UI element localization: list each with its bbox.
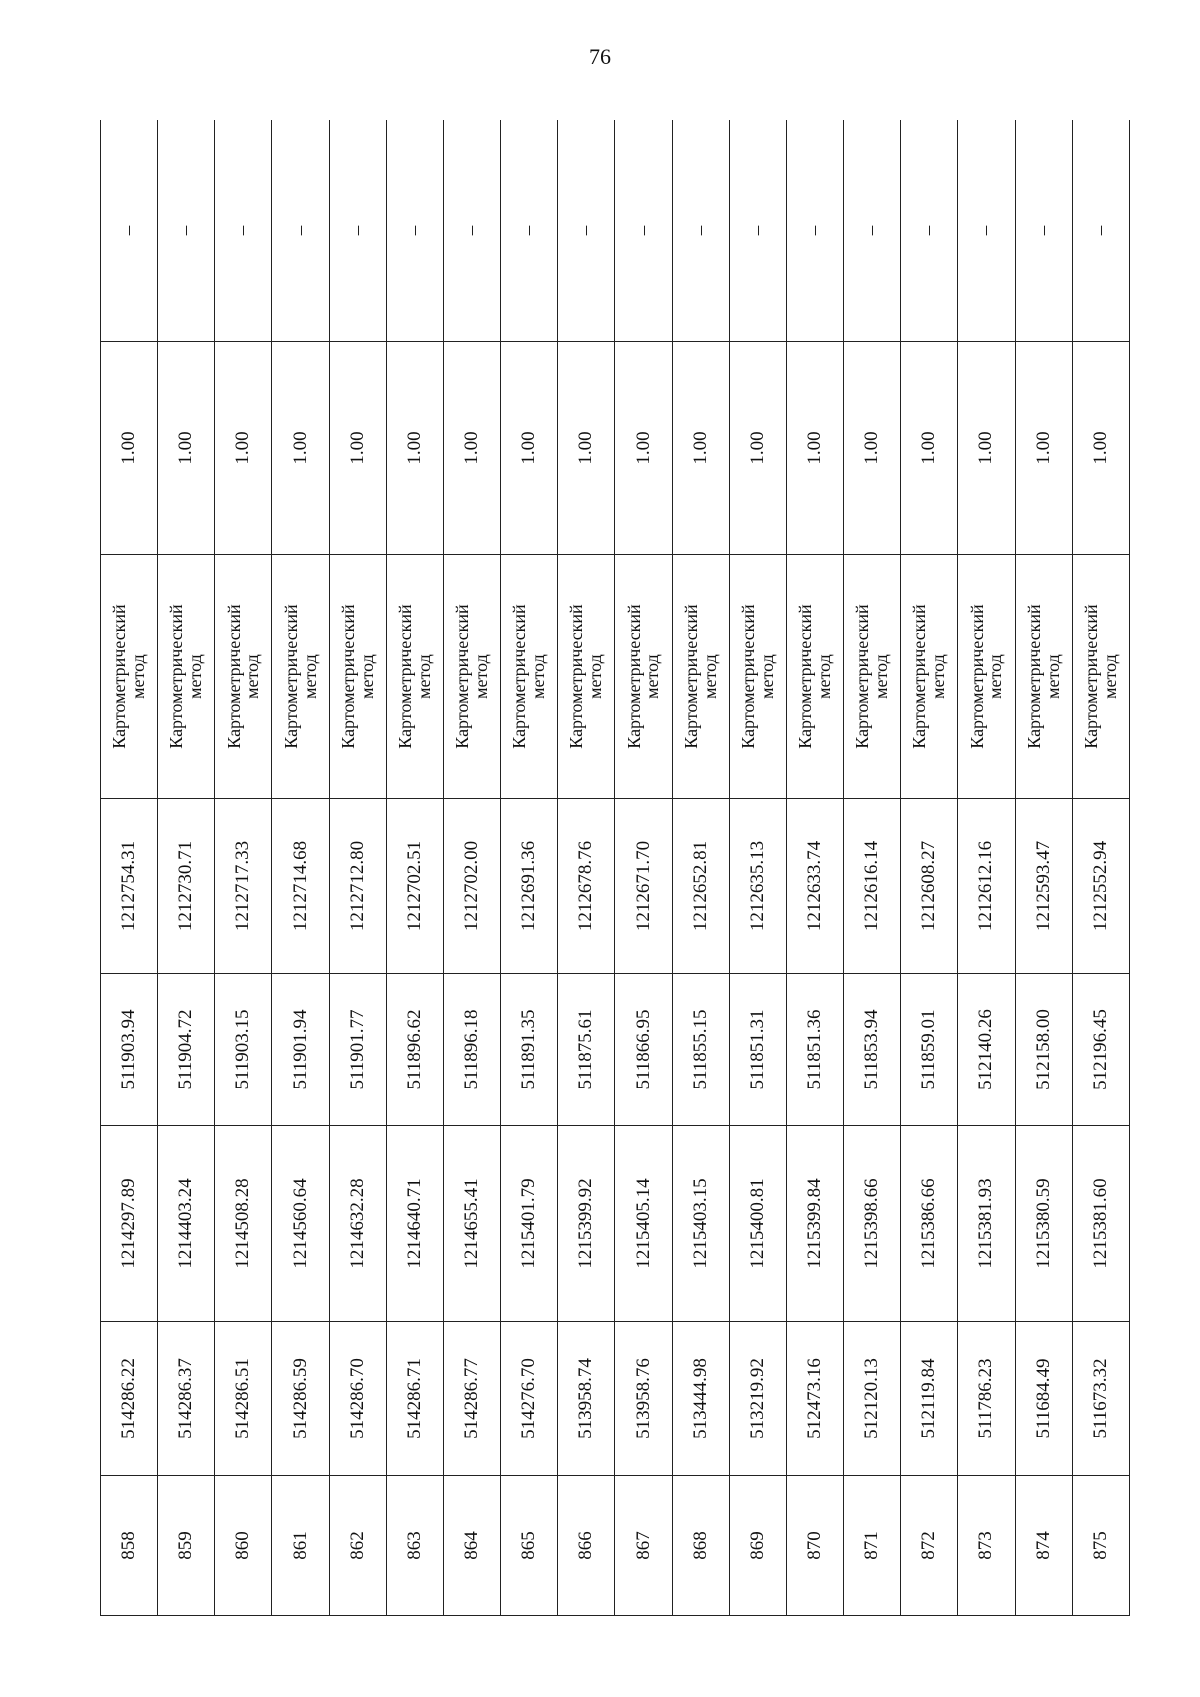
method-line-2: метод [756, 654, 777, 699]
table-row [101, 120, 158, 1616]
note-cell: – [901, 120, 958, 342]
point-number-cell: 864 [443, 1476, 500, 1616]
coordinates-table [100, 120, 1130, 1616]
x2-coordinate-cell: 512158.00 [1015, 974, 1072, 1126]
method-line-2: метод [871, 654, 892, 699]
point-number-cell: 863 [386, 1476, 443, 1616]
accuracy-cell: 1.00 [215, 342, 272, 555]
table-row [443, 120, 500, 1616]
y1-coordinate-cell: 1215381.93 [958, 1126, 1015, 1322]
point-number-cell: 875 [1072, 1476, 1129, 1616]
x1-coordinate-cell: 514286.22 [101, 1322, 158, 1476]
note-cell: – [1072, 120, 1129, 342]
x1-coordinate-cell: 514286.51 [215, 1322, 272, 1476]
method-line-2: метод [356, 654, 377, 699]
accuracy-cell: 1.00 [158, 342, 215, 555]
y2-coordinate-cell: 1212754.31 [101, 799, 158, 974]
y2-coordinate-cell: 1212730.71 [158, 799, 215, 974]
x1-coordinate-cell: 512119.84 [901, 1322, 958, 1476]
y2-coordinate-cell: 1212652.81 [672, 799, 729, 974]
method-cell [1015, 555, 1072, 799]
point-number-cell: 870 [786, 1476, 843, 1616]
accuracy-cell: 1.00 [386, 342, 443, 555]
table-row [844, 120, 901, 1616]
x1-coordinate-cell: 513958.74 [558, 1322, 615, 1476]
point-number-cell: 867 [615, 1476, 672, 1616]
method-cell [958, 555, 1015, 799]
method-line-1: Картометрический [623, 604, 644, 749]
x2-coordinate-cell: 511855.15 [672, 974, 729, 1126]
method-line-2: метод [528, 654, 549, 699]
method-line-2: метод [585, 654, 606, 699]
note-cell: – [558, 120, 615, 342]
method-line-1: Картометрический [337, 604, 358, 749]
point-number-cell: 871 [844, 1476, 901, 1616]
method-cell [158, 555, 215, 799]
method-line-2: метод [642, 654, 663, 699]
y1-coordinate-cell: 1215386.66 [901, 1126, 958, 1322]
method-line-2: метод [928, 654, 949, 699]
y2-coordinate-cell: 1212691.36 [501, 799, 558, 974]
point-number-cell: 865 [501, 1476, 558, 1616]
y1-coordinate-cell: 1214297.89 [101, 1126, 158, 1322]
method-line-2: метод [813, 654, 834, 699]
method-line-1: Картометрический [509, 604, 530, 749]
table-row [386, 120, 443, 1616]
y2-coordinate-cell: 1212635.13 [729, 799, 786, 974]
y1-coordinate-cell: 1214632.28 [329, 1126, 386, 1322]
y2-coordinate-cell: 1212608.27 [901, 799, 958, 974]
method-line-1: Картометрический [852, 604, 873, 749]
y1-coordinate-cell: 1215380.59 [1015, 1126, 1072, 1322]
y1-coordinate-cell: 1215399.92 [558, 1126, 615, 1322]
method-cell [501, 555, 558, 799]
method-cell [558, 555, 615, 799]
method-line-1: Картометрический [795, 604, 816, 749]
x2-coordinate-cell: 511901.94 [272, 974, 329, 1126]
method-line-1: Картометрический [394, 604, 415, 749]
method-line-1: Картометрический [109, 604, 130, 749]
y2-coordinate-cell: 1212702.51 [386, 799, 443, 974]
y2-coordinate-cell: 1212712.80 [329, 799, 386, 974]
y2-coordinate-cell: 1212714.68 [272, 799, 329, 974]
table-row [615, 120, 672, 1616]
x1-coordinate-cell: 513958.76 [615, 1322, 672, 1476]
table-row [158, 120, 215, 1616]
accuracy-cell: 1.00 [329, 342, 386, 555]
note-cell: – [844, 120, 901, 342]
point-number-cell: 872 [901, 1476, 958, 1616]
accuracy-cell: 1.00 [786, 342, 843, 555]
x2-coordinate-cell: 512196.45 [1072, 974, 1129, 1126]
y1-coordinate-cell: 1214508.28 [215, 1126, 272, 1322]
point-number-cell: 869 [729, 1476, 786, 1616]
y1-coordinate-cell: 1215401.79 [501, 1126, 558, 1322]
y2-coordinate-cell: 1212678.76 [558, 799, 615, 974]
note-cell: – [672, 120, 729, 342]
x1-coordinate-cell: 514286.71 [386, 1322, 443, 1476]
table-row [786, 120, 843, 1616]
accuracy-cell: 1.00 [443, 342, 500, 555]
method-cell [1072, 555, 1129, 799]
x2-coordinate-cell: 511896.62 [386, 974, 443, 1126]
method-line-2: метод [699, 654, 720, 699]
method-cell [215, 555, 272, 799]
method-line-1: Картометрический [680, 604, 701, 749]
x2-coordinate-cell: 511853.94 [844, 974, 901, 1126]
y2-coordinate-cell: 1212717.33 [215, 799, 272, 974]
method-line-2: метод [471, 654, 492, 699]
method-line-2: метод [413, 654, 434, 699]
accuracy-cell: 1.00 [672, 342, 729, 555]
accuracy-cell: 1.00 [1072, 342, 1129, 555]
note-cell: – [272, 120, 329, 342]
method-line-2: метод [128, 654, 149, 699]
x1-coordinate-cell: 511684.49 [1015, 1322, 1072, 1476]
table-row [1015, 120, 1072, 1616]
table-row [215, 120, 272, 1616]
note-cell: – [158, 120, 215, 342]
method-cell [386, 555, 443, 799]
x1-coordinate-cell: 512120.13 [844, 1322, 901, 1476]
y2-coordinate-cell: 1212593.47 [1015, 799, 1072, 974]
x1-coordinate-cell: 512473.16 [786, 1322, 843, 1476]
x1-coordinate-cell: 513444.98 [672, 1322, 729, 1476]
y2-coordinate-cell: 1212671.70 [615, 799, 672, 974]
x1-coordinate-cell: 514286.77 [443, 1322, 500, 1476]
accuracy-cell: 1.00 [101, 342, 158, 555]
x2-coordinate-cell: 511859.01 [901, 974, 958, 1126]
note-cell: – [386, 120, 443, 342]
x1-coordinate-cell: 511786.23 [958, 1322, 1015, 1476]
x2-coordinate-cell: 511891.35 [501, 974, 558, 1126]
method-cell [729, 555, 786, 799]
method-cell [844, 555, 901, 799]
y1-coordinate-cell: 1215399.84 [786, 1126, 843, 1322]
method-line-1: Картометрический [737, 604, 758, 749]
method-line-2: метод [242, 654, 263, 699]
method-line-1: Картометрический [1080, 604, 1101, 749]
point-number-cell: 866 [558, 1476, 615, 1616]
accuracy-cell: 1.00 [1015, 342, 1072, 555]
x1-coordinate-cell: 514276.70 [501, 1322, 558, 1476]
method-line-2: метод [985, 654, 1006, 699]
note-cell: – [1015, 120, 1072, 342]
y1-coordinate-cell: 1214403.24 [158, 1126, 215, 1322]
x1-coordinate-cell: 514286.59 [272, 1322, 329, 1476]
method-line-2: метод [1042, 654, 1063, 699]
method-cell [101, 555, 158, 799]
y1-coordinate-cell: 1215400.81 [729, 1126, 786, 1322]
point-number-cell: 860 [215, 1476, 272, 1616]
y1-coordinate-cell: 1214655.41 [443, 1126, 500, 1322]
x2-coordinate-cell: 511851.36 [786, 974, 843, 1126]
point-number-cell: 859 [158, 1476, 215, 1616]
accuracy-cell: 1.00 [615, 342, 672, 555]
point-number-cell: 873 [958, 1476, 1015, 1616]
method-cell [786, 555, 843, 799]
method-line-1: Картометрический [909, 604, 930, 749]
y2-coordinate-cell: 1212702.00 [443, 799, 500, 974]
accuracy-cell: 1.00 [272, 342, 329, 555]
y2-coordinate-cell: 1212633.74 [786, 799, 843, 974]
method-line-1: Картометрический [280, 604, 301, 749]
x1-coordinate-cell: 514286.70 [329, 1322, 386, 1476]
x2-coordinate-cell: 511903.94 [101, 974, 158, 1126]
point-number-cell: 862 [329, 1476, 386, 1616]
y1-coordinate-cell: 1215405.14 [615, 1126, 672, 1322]
note-cell: – [958, 120, 1015, 342]
method-line-1: Картометрический [566, 604, 587, 749]
method-line-2: метод [1099, 654, 1120, 699]
table-row [729, 120, 786, 1616]
method-cell [443, 555, 500, 799]
y1-coordinate-cell: 1215398.66 [844, 1126, 901, 1322]
table-row [672, 120, 729, 1616]
table-row [1072, 120, 1129, 1616]
x2-coordinate-cell: 511875.61 [558, 974, 615, 1126]
accuracy-cell: 1.00 [501, 342, 558, 555]
note-cell: – [729, 120, 786, 342]
table-row [272, 120, 329, 1616]
point-number-cell: 868 [672, 1476, 729, 1616]
note-cell: – [501, 120, 558, 342]
y1-coordinate-cell: 1214560.64 [272, 1126, 329, 1322]
page-number: 76 [589, 44, 611, 69]
method-line-1: Картометрический [166, 604, 187, 749]
method-line-1: Картометрический [966, 604, 987, 749]
table-row [501, 120, 558, 1616]
x2-coordinate-cell: 511896.18 [443, 974, 500, 1126]
method-line-2: метод [299, 654, 320, 699]
y2-coordinate-cell: 1212552.94 [1072, 799, 1129, 974]
accuracy-cell: 1.00 [844, 342, 901, 555]
y2-coordinate-cell: 1212616.14 [844, 799, 901, 974]
x2-coordinate-cell: 511904.72 [158, 974, 215, 1126]
accuracy-cell: 1.00 [901, 342, 958, 555]
table-row [901, 120, 958, 1616]
x2-coordinate-cell: 512140.26 [958, 974, 1015, 1126]
point-number-cell: 874 [1015, 1476, 1072, 1616]
y2-coordinate-cell: 1212612.16 [958, 799, 1015, 974]
method-cell [272, 555, 329, 799]
method-line-1: Картометрический [452, 604, 473, 749]
point-number-cell: 861 [272, 1476, 329, 1616]
x1-coordinate-cell: 514286.37 [158, 1322, 215, 1476]
note-cell: – [443, 120, 500, 342]
table-row [958, 120, 1015, 1616]
accuracy-cell: 1.00 [958, 342, 1015, 555]
method-cell [901, 555, 958, 799]
x1-coordinate-cell: 511673.32 [1072, 1322, 1129, 1476]
method-line-2: метод [185, 654, 206, 699]
rotated-table-wrapper [100, 120, 1130, 1616]
table-body [101, 120, 1130, 1616]
method-line-1: Картометрический [1023, 604, 1044, 749]
accuracy-cell: 1.00 [729, 342, 786, 555]
note-cell: – [101, 120, 158, 342]
note-cell: – [786, 120, 843, 342]
x2-coordinate-cell: 511901.77 [329, 974, 386, 1126]
x2-coordinate-cell: 511851.31 [729, 974, 786, 1126]
x2-coordinate-cell: 511866.95 [615, 974, 672, 1126]
point-number-cell: 858 [101, 1476, 158, 1616]
y1-coordinate-cell: 1214640.71 [386, 1126, 443, 1322]
method-cell [615, 555, 672, 799]
table-row [329, 120, 386, 1616]
y1-coordinate-cell: 1215381.60 [1072, 1126, 1129, 1322]
table-row [558, 120, 615, 1616]
accuracy-cell: 1.00 [558, 342, 615, 555]
x2-coordinate-cell: 511903.15 [215, 974, 272, 1126]
note-cell: – [215, 120, 272, 342]
method-cell [672, 555, 729, 799]
method-line-1: Картометрический [223, 604, 244, 749]
coordinates-table-frame [100, 120, 1130, 1616]
x1-coordinate-cell: 513219.92 [729, 1322, 786, 1476]
y1-coordinate-cell: 1215403.15 [672, 1126, 729, 1322]
note-cell: – [329, 120, 386, 342]
note-cell: – [615, 120, 672, 342]
method-cell [329, 555, 386, 799]
